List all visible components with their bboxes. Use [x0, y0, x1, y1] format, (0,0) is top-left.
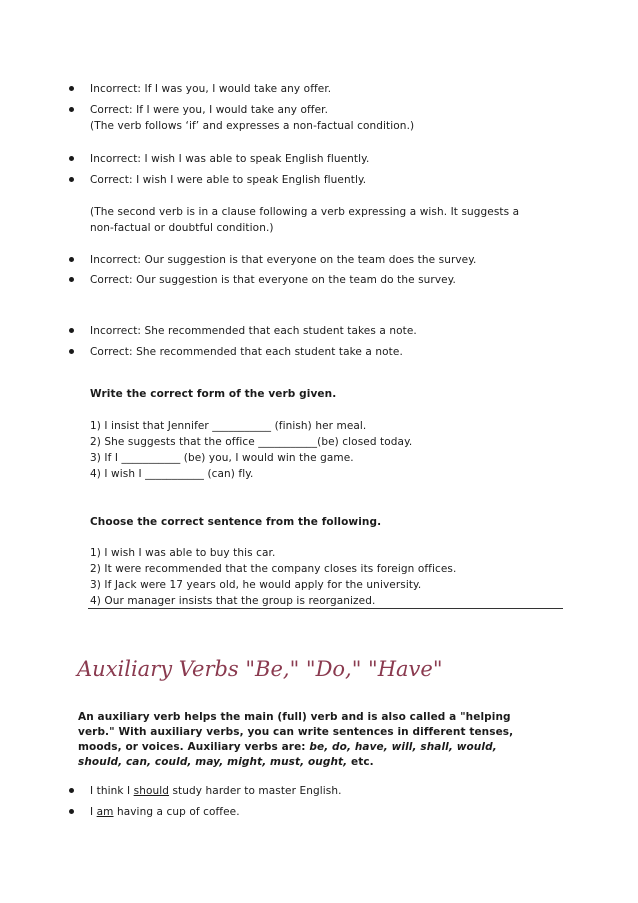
intro-text: An auxiliary verb helps the main (full) verb and is also called a "helping: [78, 711, 511, 723]
intro-text-part: moods, or voices. Auxiliary verbs are:: [78, 741, 310, 753]
bullet: [69, 257, 74, 262]
explanation-note: non-factual or doubtful condition.): [90, 222, 274, 234]
bullet: [69, 107, 74, 112]
underlined-auxiliary: am: [96, 806, 114, 818]
exercise-item: 1) I wish I was able to buy this car.: [90, 547, 276, 559]
exercise-item: 3) If Jack were 17 years old, he would apply for the university.: [90, 579, 422, 591]
exercise-title: Write the correct form of the verb given.: [90, 388, 337, 400]
exercise-item: 2) She suggests that the office ___________(be) closed today.: [90, 436, 413, 448]
intro-text-part: etc.: [347, 756, 374, 768]
exercise-item: 4) I wish I ___________ (can) fly.: [90, 468, 254, 480]
example-text: I think I: [90, 785, 134, 797]
intro-text: [78, 755, 374, 769]
example-text: study harder to master English.: [169, 785, 342, 797]
exercise-item: 3) If I ___________ (be) you, I would win the game.: [90, 452, 354, 464]
correct-example: Correct: I wish I were able to speak English fluently.: [90, 174, 367, 186]
auxiliary-verb-list: should, can, could, may, might, must, ought,: [78, 756, 348, 768]
bullet: [69, 86, 74, 91]
example-text: I: [90, 806, 97, 818]
intro-text: [78, 740, 497, 754]
intro-text: verb." With auxiliary verbs, you can write sentences in different tenses,: [78, 726, 514, 738]
section-heading: Auxiliary Verbs "Be," "Do," "Have": [77, 657, 443, 681]
underlined-auxiliary: should: [133, 785, 170, 797]
incorrect-example: Incorrect: Our suggestion is that everyone on the team does the survey.: [90, 254, 477, 266]
example-sentence: [90, 805, 240, 819]
bullet: [69, 177, 74, 182]
exercise-title: Choose the correct sentence from the following.: [90, 516, 382, 528]
bullet: [69, 328, 74, 333]
example-sentence: [90, 784, 342, 798]
exercise-item: 2) It were recommended that the company closes its foreign offices.: [90, 563, 457, 575]
explanation-note: (The verb follows ‘if’ and expresses a non-factual condition.): [90, 120, 415, 132]
correct-example: Correct: She recommended that each student take a note.: [90, 346, 403, 358]
auxiliary-verb-list: be, do, have, will, shall, would,: [309, 741, 497, 753]
exercise-item: 4) Our manager insists that the group is reorganized.: [90, 595, 376, 607]
bullet: [69, 156, 74, 161]
bullet: [69, 809, 74, 814]
explanation-note: (The second verb is in a clause following a verb expressing a wish. It suggests a: [90, 206, 520, 218]
incorrect-example: Incorrect: If I was you, I would take any offer.: [90, 83, 332, 95]
exercise-item: 1) I insist that Jennifer ___________ (finish) her meal.: [90, 420, 367, 432]
incorrect-example: Incorrect: I wish I was able to speak English fluently.: [90, 153, 370, 165]
section-divider: [88, 608, 563, 609]
correct-example: Correct: Our suggestion is that everyone on the team do the survey.: [90, 274, 456, 286]
incorrect-example: Incorrect: She recommended that each student takes a note.: [90, 325, 417, 337]
example-text: having a cup of coffee.: [113, 806, 240, 818]
bullet: [69, 788, 74, 793]
bullet: [69, 277, 74, 282]
correct-example: Correct: If I were you, I would take any offer.: [90, 104, 329, 116]
bullet: [69, 349, 74, 354]
